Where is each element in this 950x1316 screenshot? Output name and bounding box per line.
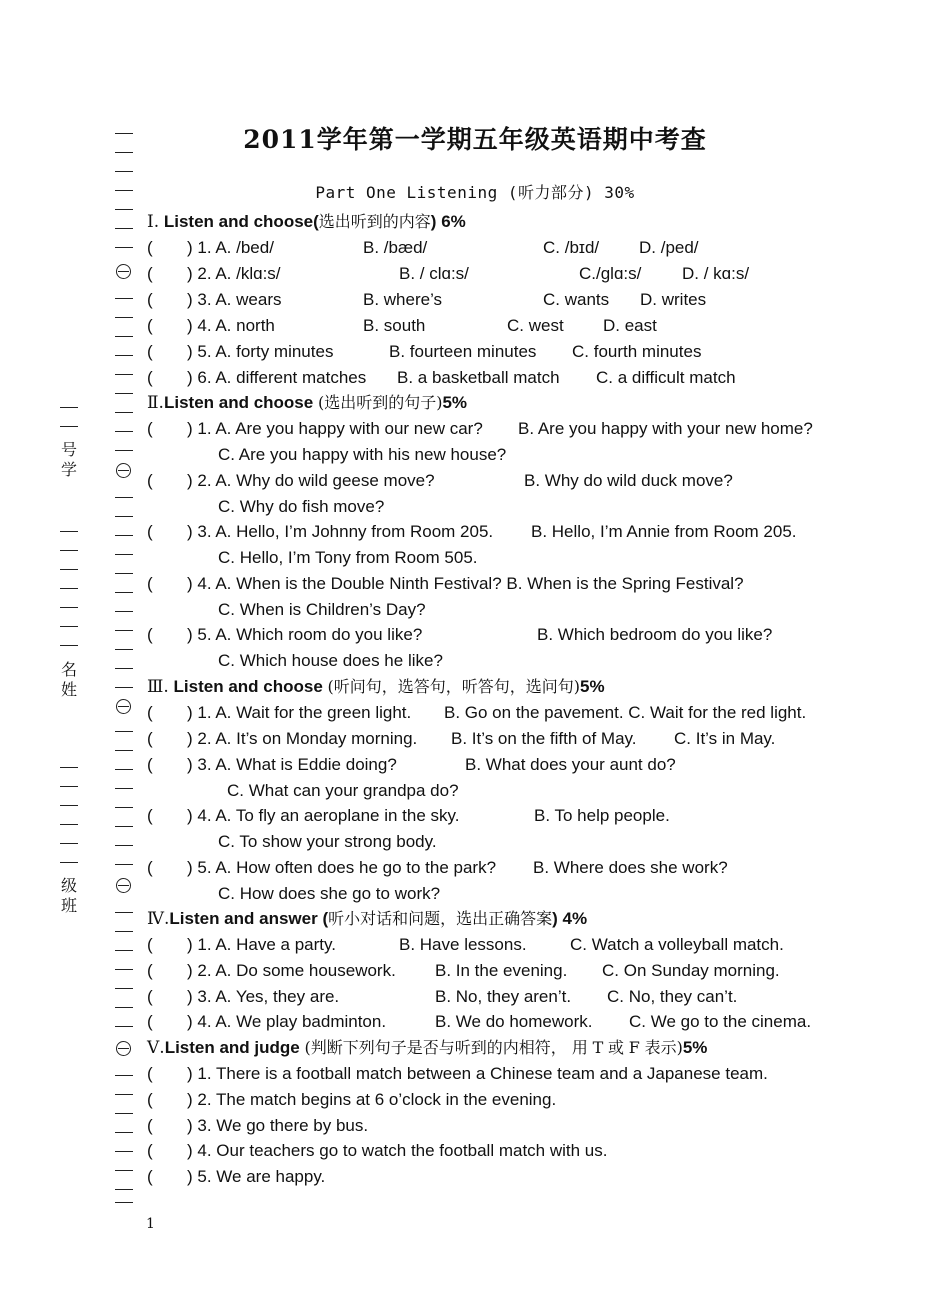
- question-row: [147, 1011, 812, 1033]
- question-row: [147, 754, 676, 776]
- question-row: [147, 315, 657, 337]
- question-text: ) 1. A. Have a party.: [187, 935, 336, 954]
- question-text: ) 2. A. Do some housework.: [187, 961, 396, 980]
- option-b: B. What does your aunt do?: [465, 755, 676, 774]
- question-row: [147, 470, 733, 492]
- question-row: [147, 367, 736, 389]
- option-c: C. No, they can’t.: [607, 987, 738, 1006]
- answer-blank[interactable]: (: [147, 1141, 153, 1160]
- option-d: D. writes: [640, 290, 707, 309]
- binding-dash: [115, 209, 133, 210]
- section-title: Listen and choose: [163, 212, 314, 231]
- question-text: ) 3. A. What is Eddie doing?: [187, 755, 397, 774]
- question-text: ) 2. The match begins at 6 o’clock in the evening.: [187, 1090, 557, 1109]
- binding-dash: [115, 535, 133, 536]
- binding-dash: [115, 1202, 133, 1203]
- exam-subtitle: Part One Listening (听力部分) 30%: [315, 183, 635, 202]
- question-text: ) 5. A. forty minutes: [187, 342, 334, 361]
- answer-blank[interactable]: (: [147, 703, 153, 722]
- binding-dash: [115, 912, 133, 913]
- answer-blank[interactable]: (: [147, 729, 153, 748]
- name-line: [60, 626, 78, 627]
- question-text: ) 6. A. different matches: [187, 368, 367, 387]
- question-text: ) 3. A. Hello, I’m Johnny from Room 205.: [187, 522, 494, 541]
- question-row: [147, 521, 797, 543]
- answer-blank[interactable]: (: [147, 471, 153, 490]
- question-row: [147, 1115, 368, 1137]
- option-c: C. On Sunday morning.: [602, 961, 780, 980]
- section-title: Listen and judge: [164, 1038, 300, 1057]
- binding-dash: [115, 1007, 133, 1008]
- section-note: 选出听到的内容: [318, 212, 431, 231]
- name-line: [60, 531, 78, 532]
- binding-dash: [115, 393, 133, 394]
- option-b: B. / clɑ:s/: [399, 264, 469, 283]
- section-note: (听问句，选答句，听答句，选问句): [327, 677, 581, 696]
- question-row: [147, 289, 707, 311]
- option-c-line: C. Why do fish move?: [218, 497, 385, 516]
- name-line: [60, 588, 78, 589]
- binding-dash: [115, 864, 133, 865]
- binding-dash: [115, 1132, 133, 1133]
- question-row: [147, 237, 699, 259]
- binding-dash: [115, 497, 133, 498]
- binding-dash: [115, 750, 133, 751]
- question-text: ) 1. A. /bed/: [187, 238, 274, 257]
- question-row: [147, 857, 728, 879]
- class-line: [60, 862, 78, 863]
- class-line: [60, 767, 78, 768]
- name-line: [60, 607, 78, 608]
- binding-dash: [115, 649, 133, 650]
- binding-dash: [115, 592, 133, 593]
- question-text: ) 4. A. north: [187, 316, 275, 335]
- option-c-line: C. When is Children’s Day?: [218, 600, 426, 619]
- binding-circle: [116, 1041, 131, 1056]
- section-percent: 5%: [442, 393, 468, 412]
- question-text: ) 5. A. Which room do you like?: [187, 625, 423, 644]
- binding-dash: [115, 374, 133, 375]
- question-row: [147, 728, 776, 750]
- binding-dash: [115, 1189, 133, 1190]
- answer-blank[interactable]: (: [147, 522, 153, 541]
- section-note-3: 表示): [644, 1038, 683, 1057]
- option-c: C. It’s in May.: [674, 729, 776, 748]
- option-b: B. south: [363, 316, 426, 335]
- section-3-heading: [147, 676, 605, 698]
- section-5-heading: [147, 1037, 707, 1059]
- question-row: [147, 1166, 325, 1188]
- question-row: [147, 341, 702, 363]
- option-c-line: C. How does she go to work?: [218, 884, 441, 903]
- binding-dash: [115, 431, 133, 432]
- binding-dash: [115, 950, 133, 951]
- option-d: D. east: [603, 316, 657, 335]
- name-label: 名姓: [60, 660, 77, 699]
- answer-blank[interactable]: (: [147, 316, 153, 335]
- answer-blank[interactable]: (: [147, 264, 153, 283]
- question-text: ) 1. A. Wait for the green light.: [187, 703, 412, 722]
- question-text: ) 2. A. /klɑ:s/: [187, 264, 281, 283]
- binding-dash: [115, 611, 133, 612]
- option-c: C. west: [507, 316, 564, 335]
- page-number: 1: [146, 1216, 155, 1232]
- section-percent: 5%: [682, 1038, 708, 1057]
- answer-blank[interactable]: (: [147, 238, 153, 257]
- false-mark: F: [628, 1038, 640, 1057]
- question-text: ) 3. We go there by bus.: [187, 1116, 369, 1135]
- answer-blank[interactable]: (: [147, 368, 153, 387]
- class-line: [60, 786, 78, 787]
- section-numeral: Ⅱ.: [147, 393, 164, 413]
- name-line: [60, 645, 78, 646]
- section-note: (选出听到的句子): [317, 393, 443, 412]
- or-word: 或: [607, 1038, 624, 1057]
- exam-title: 2011学年第一学期五年级英语期中考查: [243, 125, 707, 154]
- option-c-line: C. What can your grandpa do?: [227, 781, 459, 800]
- option-c: C. wants: [543, 290, 610, 309]
- binding-dash: [115, 355, 133, 356]
- option-c-line: C. Hello, I’m Tony from Room 505.: [218, 548, 478, 567]
- option-b: B. Hello, I’m Annie from Room 205.: [531, 522, 797, 541]
- question-text: ) 2. A. Why do wild geese move?: [187, 471, 435, 490]
- binding-dash: [115, 988, 133, 989]
- question-row: [147, 1089, 556, 1111]
- option-c: C. a difficult match: [596, 368, 736, 387]
- answer-blank[interactable]: (: [147, 1167, 153, 1186]
- binding-dash: [115, 1094, 133, 1095]
- question-row: [147, 418, 813, 440]
- answer-blank[interactable]: (: [147, 806, 153, 825]
- answer-blank[interactable]: (: [147, 935, 153, 954]
- binding-dash: [115, 931, 133, 932]
- section-title: Listen and answer: [169, 909, 318, 928]
- option-b: B. Go on the pavement. C. Wait for the red light.: [444, 703, 807, 722]
- section-note: 听小对话和问题，选出正确答案: [328, 909, 553, 928]
- question-text: ) 4. Our teachers go to watch the football match with us.: [187, 1141, 608, 1160]
- answer-blank[interactable]: (: [147, 342, 153, 361]
- question-text: ) 3. A. Yes, they are.: [187, 987, 340, 1006]
- binding-dash: [115, 1026, 133, 1027]
- option-d: D. / kɑ:s/: [682, 264, 750, 283]
- true-mark: T: [592, 1038, 604, 1057]
- section-percent: 4%: [562, 909, 588, 928]
- section-paren-close: ): [552, 909, 558, 928]
- binding-dash: [115, 336, 133, 337]
- option-c: C. Watch a volleyball match.: [570, 935, 784, 954]
- option-b: B. To help people.: [534, 806, 670, 825]
- answer-blank[interactable]: (: [147, 1012, 153, 1031]
- option-b: B. Which bedroom do you like?: [537, 625, 773, 644]
- binding-dash: [115, 228, 133, 229]
- binding-dash: [115, 687, 133, 688]
- question-text: ) 3. A. wears: [187, 290, 282, 309]
- student-number-line: [60, 426, 78, 427]
- question-text: ) 5. A. How often does he go to the park?: [187, 858, 497, 877]
- binding-dash: [115, 826, 133, 827]
- binding-circle: [116, 878, 131, 893]
- binding-dash: [115, 1113, 133, 1114]
- option-b: B. Have lessons.: [399, 935, 527, 954]
- binding-dash: [115, 317, 133, 318]
- option-b: B. fourteen minutes: [389, 342, 537, 361]
- section-paren-open: (: [313, 212, 319, 231]
- option-b: B. a basketball match: [397, 368, 560, 387]
- answer-blank[interactable]: (: [147, 1090, 153, 1109]
- option-b: B. No, they aren’t.: [435, 987, 572, 1006]
- answer-blank[interactable]: (: [147, 419, 153, 438]
- section-numeral: Ⅳ.: [147, 909, 170, 929]
- binding-dash: [115, 298, 133, 299]
- option-b: B. Why do wild duck move?: [524, 471, 733, 490]
- answer-blank[interactable]: (: [147, 1064, 153, 1083]
- option-c: C. /bɪd/: [543, 238, 600, 257]
- binding-dash: [115, 1075, 133, 1076]
- answer-blank[interactable]: (: [147, 1116, 153, 1135]
- section-numeral: Ⅴ.: [147, 1038, 165, 1058]
- section-title: Listen and choose: [173, 677, 323, 696]
- option-c: C. We go to the cinema.: [629, 1012, 812, 1031]
- binding-dash: [115, 450, 133, 451]
- question-text: ) 4. A. We play badminton.: [187, 1012, 387, 1031]
- section-note-2: 用: [566, 1038, 588, 1057]
- binding-dash: [115, 171, 133, 172]
- question-text: ) 5. We are happy.: [187, 1167, 326, 1186]
- binding-dash: [115, 668, 133, 669]
- question-row: [147, 573, 744, 595]
- section-paren-open: (: [322, 909, 329, 928]
- binding-dash: [115, 845, 133, 846]
- question-text: ) 2. A. It’s on Monday morning.: [187, 729, 418, 748]
- answer-blank[interactable]: (: [147, 574, 153, 593]
- option-b: B. Are you happy with your new home?: [518, 419, 813, 438]
- question-row: [147, 986, 738, 1008]
- option-c: C./glɑ:s/: [579, 264, 642, 283]
- binding-dash: [115, 630, 133, 631]
- option-b: B. where’s: [363, 290, 443, 309]
- option-c-line: C. Are you happy with his new house?: [218, 445, 507, 464]
- answer-blank[interactable]: (: [147, 961, 153, 980]
- class-line: [60, 824, 78, 825]
- section-percent: 6%: [441, 212, 466, 231]
- section-paren-close: ): [430, 212, 437, 231]
- binding-dash: [115, 731, 133, 732]
- question-row: [147, 624, 773, 646]
- binding-dash: [115, 554, 133, 555]
- binding-circle: [116, 264, 131, 279]
- binding-dash: [115, 412, 133, 413]
- student-number-label: 号学: [60, 440, 77, 479]
- section-title: Listen and choose: [163, 393, 314, 412]
- question-row: [147, 960, 780, 982]
- class-line: [60, 805, 78, 806]
- option-c: C. fourth minutes: [572, 342, 702, 361]
- question-text: ) 1. A. Are you happy with our new car?: [187, 419, 483, 438]
- answer-blank[interactable]: (: [147, 625, 153, 644]
- question-row: [147, 263, 750, 285]
- option-b: B. In the evening.: [435, 961, 568, 980]
- option-c-line: C. To show your strong body.: [218, 832, 437, 851]
- binding-dash: [115, 573, 133, 574]
- option-b: B. /bæd/: [363, 238, 428, 257]
- name-line: [60, 550, 78, 551]
- section-1-heading: [147, 211, 466, 233]
- name-line: [60, 569, 78, 570]
- option-b: B. Where does she work?: [533, 858, 728, 877]
- answer-blank[interactable]: (: [147, 290, 153, 309]
- student-number-line: [60, 407, 78, 408]
- question-text: ) 4. A. To fly an aeroplane in the sky.: [187, 806, 460, 825]
- section-note: (判断下列句子是否与听到的内相符，: [304, 1038, 567, 1057]
- section-numeral: Ⅲ.: [147, 677, 169, 697]
- answer-blank[interactable]: (: [147, 755, 153, 774]
- question-row: [147, 702, 807, 724]
- option-c-line: C. Which house does he like?: [218, 651, 443, 670]
- question-row: [147, 805, 670, 827]
- question-text: ) 1. There is a football match between a Chinese team and a Japanese team.: [187, 1064, 768, 1083]
- question-row: [147, 1140, 607, 1162]
- class-line: [60, 843, 78, 844]
- class-label: 级班: [60, 876, 77, 915]
- binding-dash: [115, 769, 133, 770]
- option-b: B. We do homework.: [435, 1012, 593, 1031]
- answer-blank[interactable]: (: [147, 858, 153, 877]
- section-2-heading: [147, 392, 467, 414]
- binding-circle: [116, 463, 131, 478]
- section-4-heading: [147, 908, 587, 930]
- section-numeral: Ⅰ.: [147, 212, 160, 232]
- question-row: [147, 934, 784, 956]
- binding-circle: [116, 699, 131, 714]
- option-b: B. It’s on the fifth of May.: [451, 729, 637, 748]
- binding-dash: [115, 516, 133, 517]
- question-row: [147, 1063, 768, 1085]
- option-d: D. /ped/: [639, 238, 699, 257]
- binding-dash: [115, 1151, 133, 1152]
- answer-blank[interactable]: (: [147, 987, 153, 1006]
- binding-dash: [115, 788, 133, 789]
- binding-dash: [115, 807, 133, 808]
- binding-dash: [115, 247, 133, 248]
- binding-dash: [115, 1170, 133, 1171]
- section-percent: 5%: [580, 677, 605, 696]
- binding-dash: [115, 969, 133, 970]
- question-text: ) 4. A. When is the Double Ninth Festival? B. When is the Spring Festival?: [187, 574, 744, 593]
